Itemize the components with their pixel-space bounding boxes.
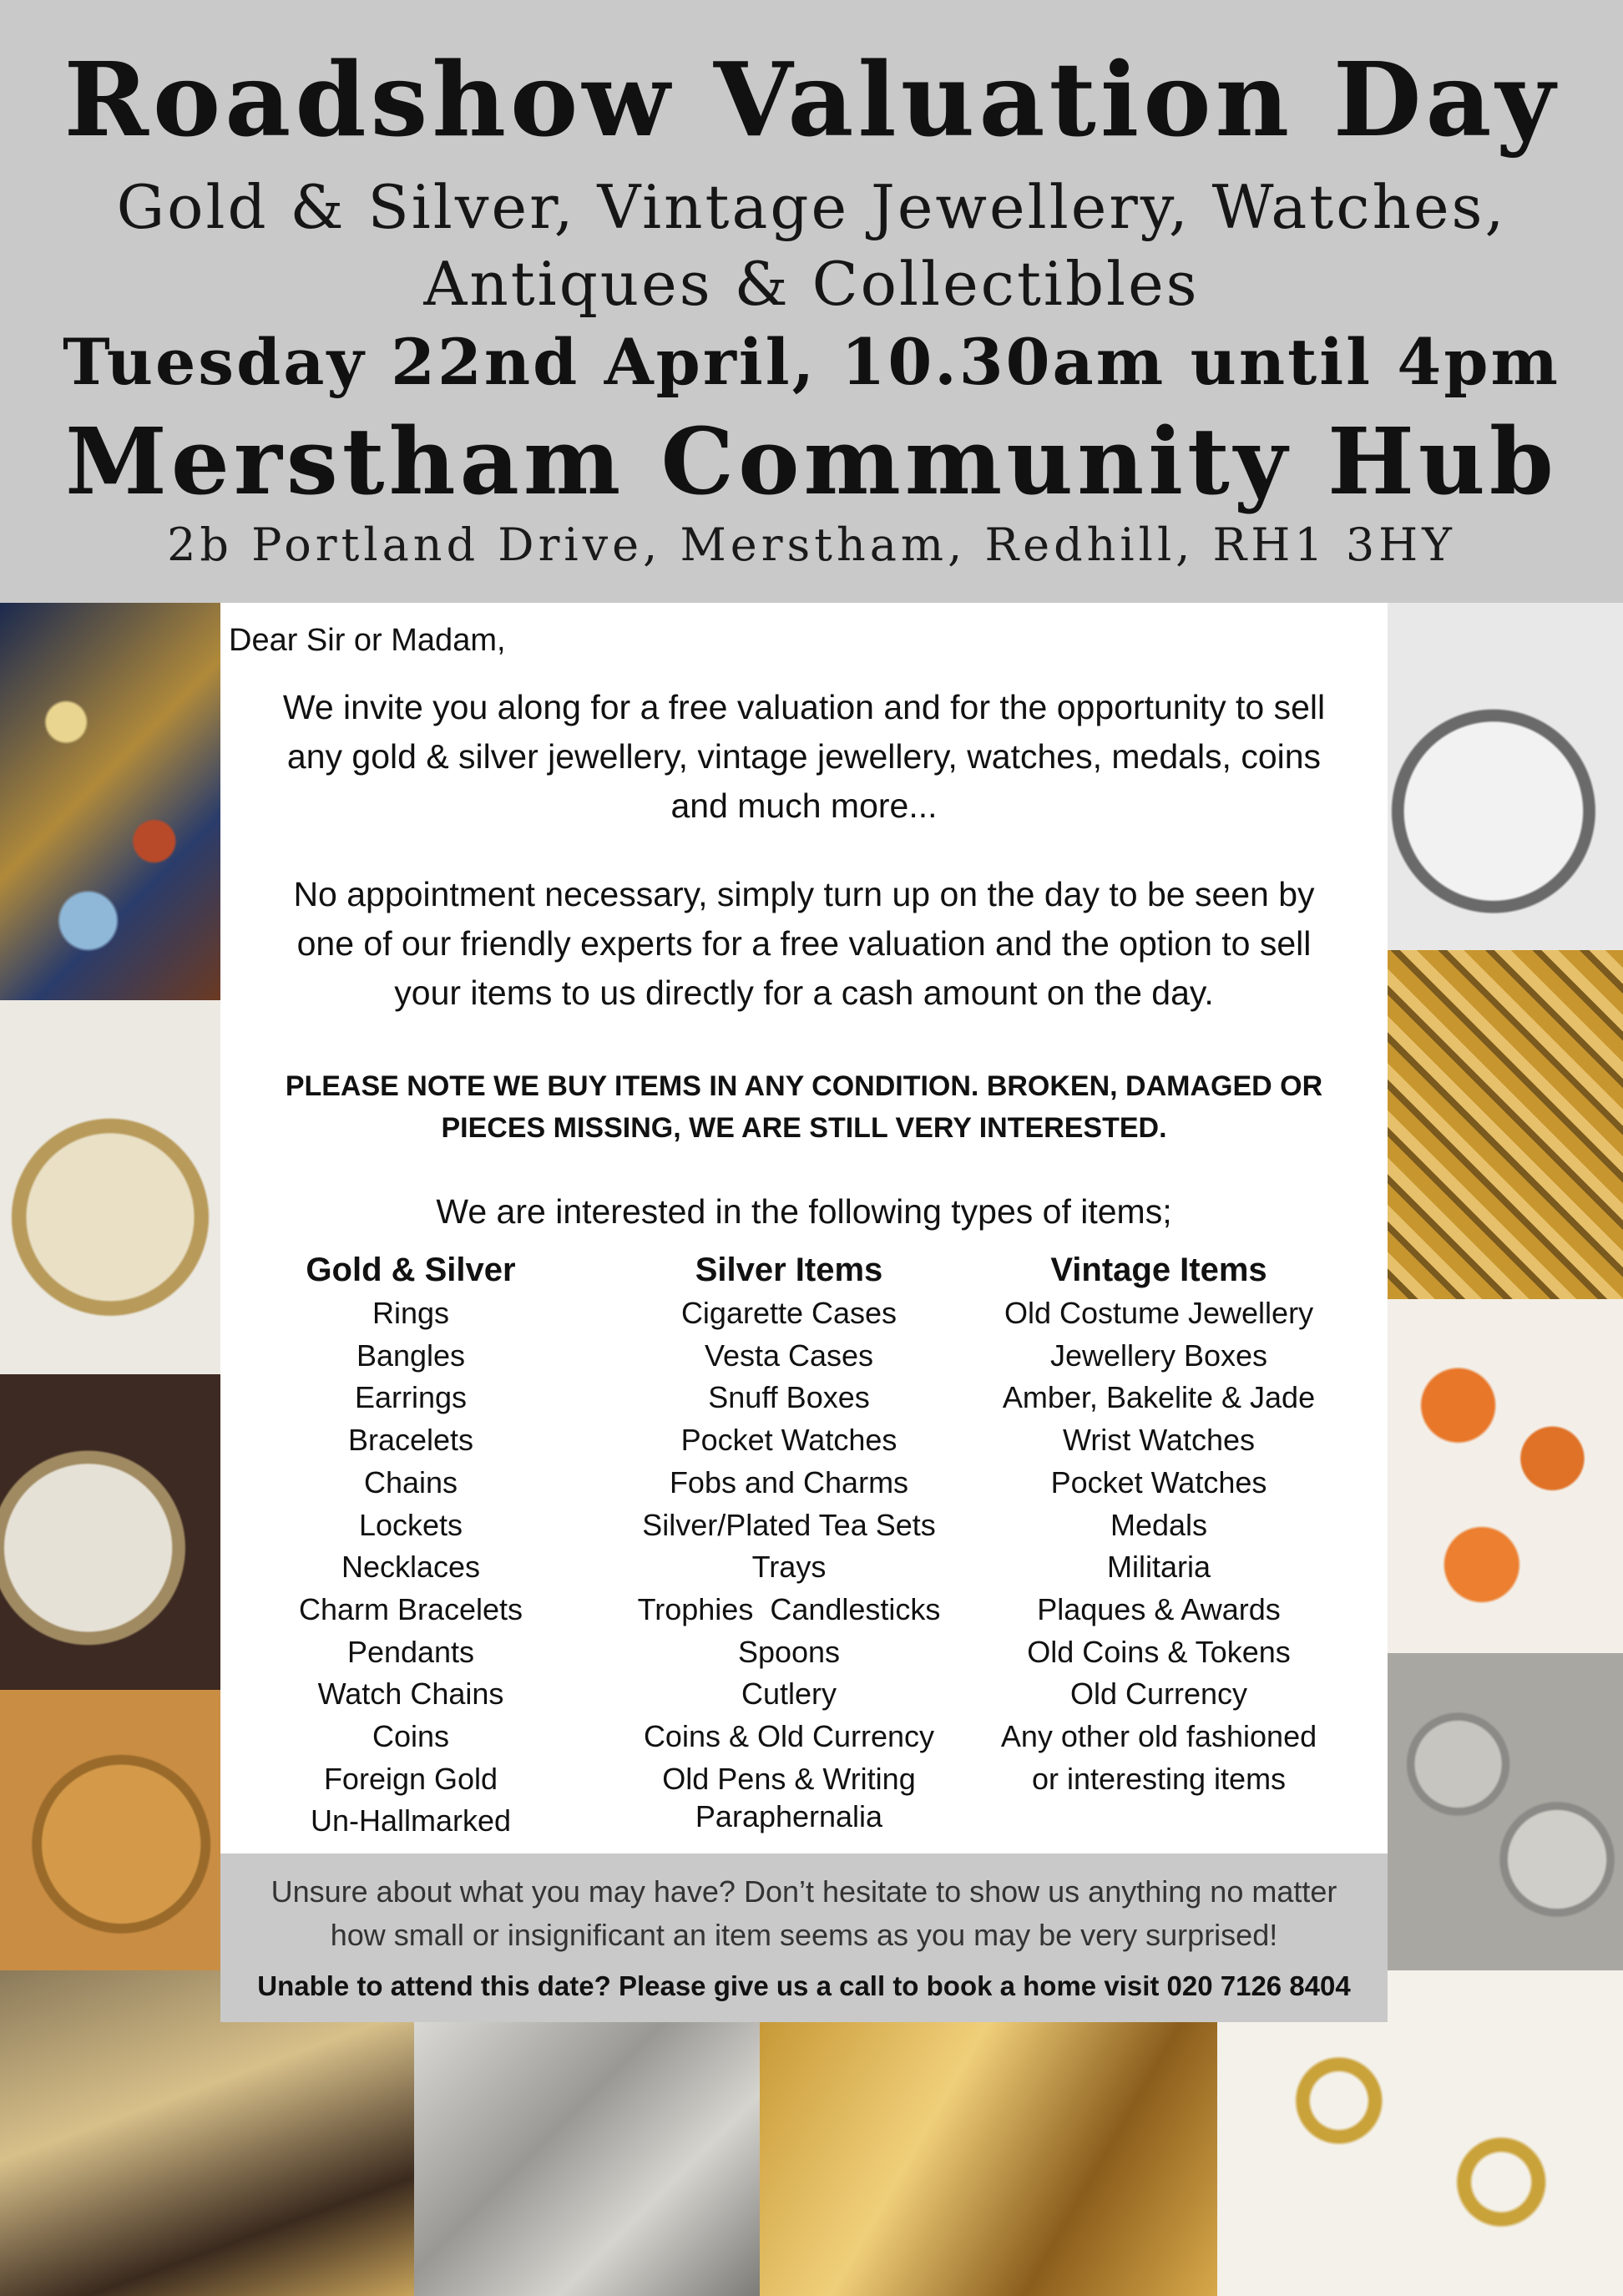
silver-coins-photo — [1388, 1653, 1623, 1970]
note-line: PIECES MISSING, WE ARE STILL VERY INTERESTED. — [441, 1112, 1167, 1144]
column-gold-silver — [252, 1247, 569, 1843]
list-item: Plaques & Awards — [1037, 1591, 1281, 1626]
list-item: Coins — [372, 1719, 450, 1754]
list-item: Bangles — [356, 1338, 466, 1373]
greeting: Dear Sir or Madam, — [229, 623, 506, 658]
list-item: Pendants — [346, 1634, 475, 1669]
reassurance-message — [254, 1870, 1354, 1957]
pocket-watch-photo — [0, 1000, 220, 1374]
list-item: Earrings — [354, 1380, 468, 1415]
paragraph-line: one of our friendly experts for a free valuation and the option to sell — [296, 924, 1312, 963]
paragraph-line: your items to us directly for a cash amount on the day. — [394, 974, 1214, 1012]
list-item: Jewellery Boxes — [1049, 1338, 1268, 1373]
column-heading: Gold & Silver — [306, 1252, 516, 1288]
paragraph-line: We invite you along for a free valuation and for the opportunity to sell — [282, 688, 1326, 726]
event-date: Tuesday 22nd April, 10.30am until 4pm — [63, 325, 1560, 399]
list-item: Pocket Watches — [680, 1423, 897, 1458]
message-line: Unsure about what you may have? Don’t hesitate to show us anything no matter — [270, 1874, 1337, 1909]
column-vintage-items — [975, 1247, 1342, 1800]
list-item: Foreign Gold — [323, 1761, 498, 1796]
letter-panel — [220, 603, 1388, 1853]
amber-beads-photo — [1388, 1299, 1623, 1653]
list-item: Coins & Old Currency — [643, 1719, 935, 1754]
header-band — [0, 0, 1623, 603]
list-item: Silver/Plated Tea Sets — [642, 1507, 936, 1542]
message-line: how small or insignificant an item seems as you may be very surprised! — [330, 1918, 1278, 1952]
column-heading: Vintage Items — [1050, 1252, 1267, 1288]
list-item: Vesta Cases — [704, 1338, 874, 1373]
list-item: Pocket Watches — [1050, 1464, 1267, 1499]
home-visit-call-text: Unable to attend this date? Please give us a call to book a home visit 020 7126 8404 — [257, 1970, 1351, 2001]
item-list — [975, 1292, 1342, 1800]
paragraph-line: No appointment necessary, simply turn up on the day to be seen by — [293, 875, 1315, 913]
subtitle-line: Antiques & Collectibles — [423, 249, 1200, 319]
wrist-watch-photo — [0, 1374, 220, 1690]
page-title: Roadshow Valuation Day — [63, 39, 1560, 159]
items-intro: We are interested in the following types of items; — [436, 1192, 1172, 1231]
list-item: Old Costume Jewellery — [1004, 1296, 1314, 1330]
paragraph-line: any gold & silver jewellery, vintage jewellery, watches, medals, coins — [286, 737, 1322, 776]
list-item: Trays — [751, 1550, 827, 1585]
item-list — [252, 1292, 569, 1843]
venue-address: 2b Portland Drive, Merstham, Redhill, RH1 3HY — [167, 518, 1456, 571]
list-item: Spoons — [737, 1634, 841, 1669]
subtitle-line: Gold & Silver, Vintage Jewellery, Watches, — [116, 172, 1507, 242]
list-item: Any other old fashioned — [1000, 1719, 1317, 1754]
subtitle — [50, 169, 1573, 322]
list-item: Rings — [372, 1296, 450, 1330]
list-item: Old Coins & Tokens — [1027, 1634, 1291, 1669]
paragraph-line: and much more... — [670, 786, 938, 825]
list-item: Medals — [1110, 1507, 1208, 1542]
list-item: Lockets — [358, 1507, 463, 1542]
list-item: Wrist Watches — [1062, 1423, 1256, 1458]
item-list — [618, 1292, 960, 1833]
condition-note — [254, 1065, 1354, 1149]
venue-name: Merstham Community Hub — [65, 407, 1558, 515]
list-item: Trophies Candlesticks — [637, 1591, 941, 1626]
list-item: Paraphernalia — [695, 1799, 883, 1834]
list-item: Amber, Bakelite & Jade — [1002, 1380, 1316, 1415]
list-item: Old Pens & Writing — [662, 1761, 916, 1796]
list-item: Chains — [363, 1464, 458, 1499]
list-item: Militaria — [1106, 1550, 1211, 1585]
list-item: Watch Chains — [317, 1676, 504, 1712]
column-heading: Silver Items — [695, 1252, 883, 1288]
list-item: Cigarette Cases — [680, 1296, 897, 1330]
gold-coins-photo — [0, 1690, 220, 1970]
gold-chain-photo — [1388, 950, 1623, 1299]
list-item: Un-Hallmarked — [310, 1803, 512, 1838]
silver-pocket-watch-photo — [1388, 603, 1623, 950]
list-item: Fobs and Charms — [669, 1464, 909, 1499]
column-silver-items — [618, 1247, 960, 1833]
list-item: Old Currency — [1069, 1676, 1248, 1712]
list-item: or interesting items — [1031, 1761, 1287, 1796]
invitation-paragraph — [220, 683, 1388, 831]
list-item: Necklaces — [341, 1550, 481, 1585]
jewellery-box-photo — [0, 603, 220, 1000]
appointment-paragraph — [220, 870, 1388, 1018]
footer-band — [220, 1853, 1388, 2022]
list-item: Snuff Boxes — [708, 1380, 870, 1415]
list-item: Cutlery — [741, 1676, 837, 1712]
list-item: Charm Bracelets — [298, 1591, 523, 1626]
note-line: PLEASE NOTE WE BUY ITEMS IN ANY CONDITION. BROKEN, DAMAGED OR — [285, 1070, 1323, 1102]
list-item: Bracelets — [347, 1423, 474, 1458]
